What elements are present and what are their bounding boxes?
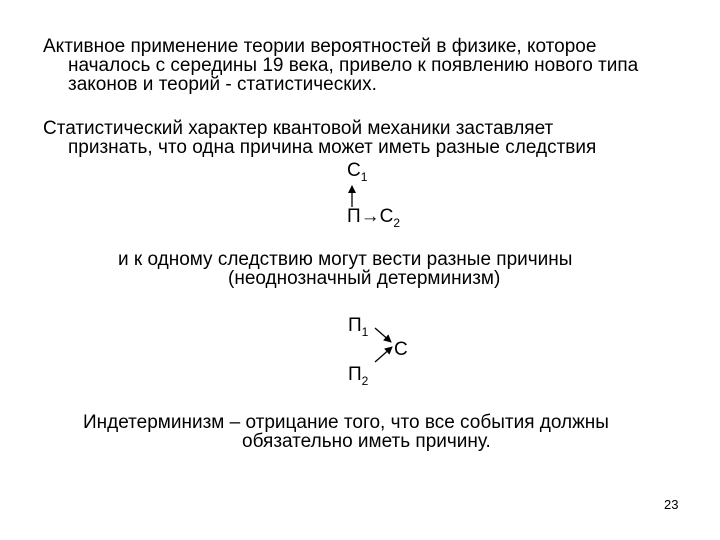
cause-p2-letter: П [348,364,362,385]
paragraph-3-line-1: и к одному следствию могут вести разные причины [118,249,573,270]
effect-c1-letter: С [347,160,361,181]
paragraph-1-line-2: началось с середины 19 века, привело к появлению нового типа [68,55,639,76]
cause-p2-subscript: 2 [361,374,369,388]
paragraph-2-line-1: Статистический характер квантовой механики заставляет [43,118,554,139]
arrow-p1-to-c [375,328,391,342]
cause-p1-letter: П [348,315,362,336]
page-number: 23 [664,497,679,512]
effect-c1-subscript: 1 [360,170,368,184]
arrow-p2-to-c [375,347,392,362]
cause-p1-subscript: 1 [361,325,369,339]
paragraph-1-line-1: Активное применение теории вероятностей в физике, которое [43,36,597,57]
right-arrow-symbol: → [360,206,380,227]
paragraph-4-line-1: Индетерминизм – отрицание того, что все события должны [83,412,609,433]
effect-c2-letter: С [379,206,394,227]
paragraph-4-line-2: обязательно иметь причину. [242,431,491,452]
effect-c2-subscript: 2 [393,216,401,230]
cause-p-letter: П [347,206,361,227]
effect-c-label: С [394,339,408,360]
paragraph-3-line-2: (неоднозначный детерминизм) [228,268,501,289]
paragraph-1-line-3: законов и теорий - статистических. [68,74,377,95]
paragraph-2-line-2: признать, что одна причина может иметь разные следствия [68,137,597,158]
